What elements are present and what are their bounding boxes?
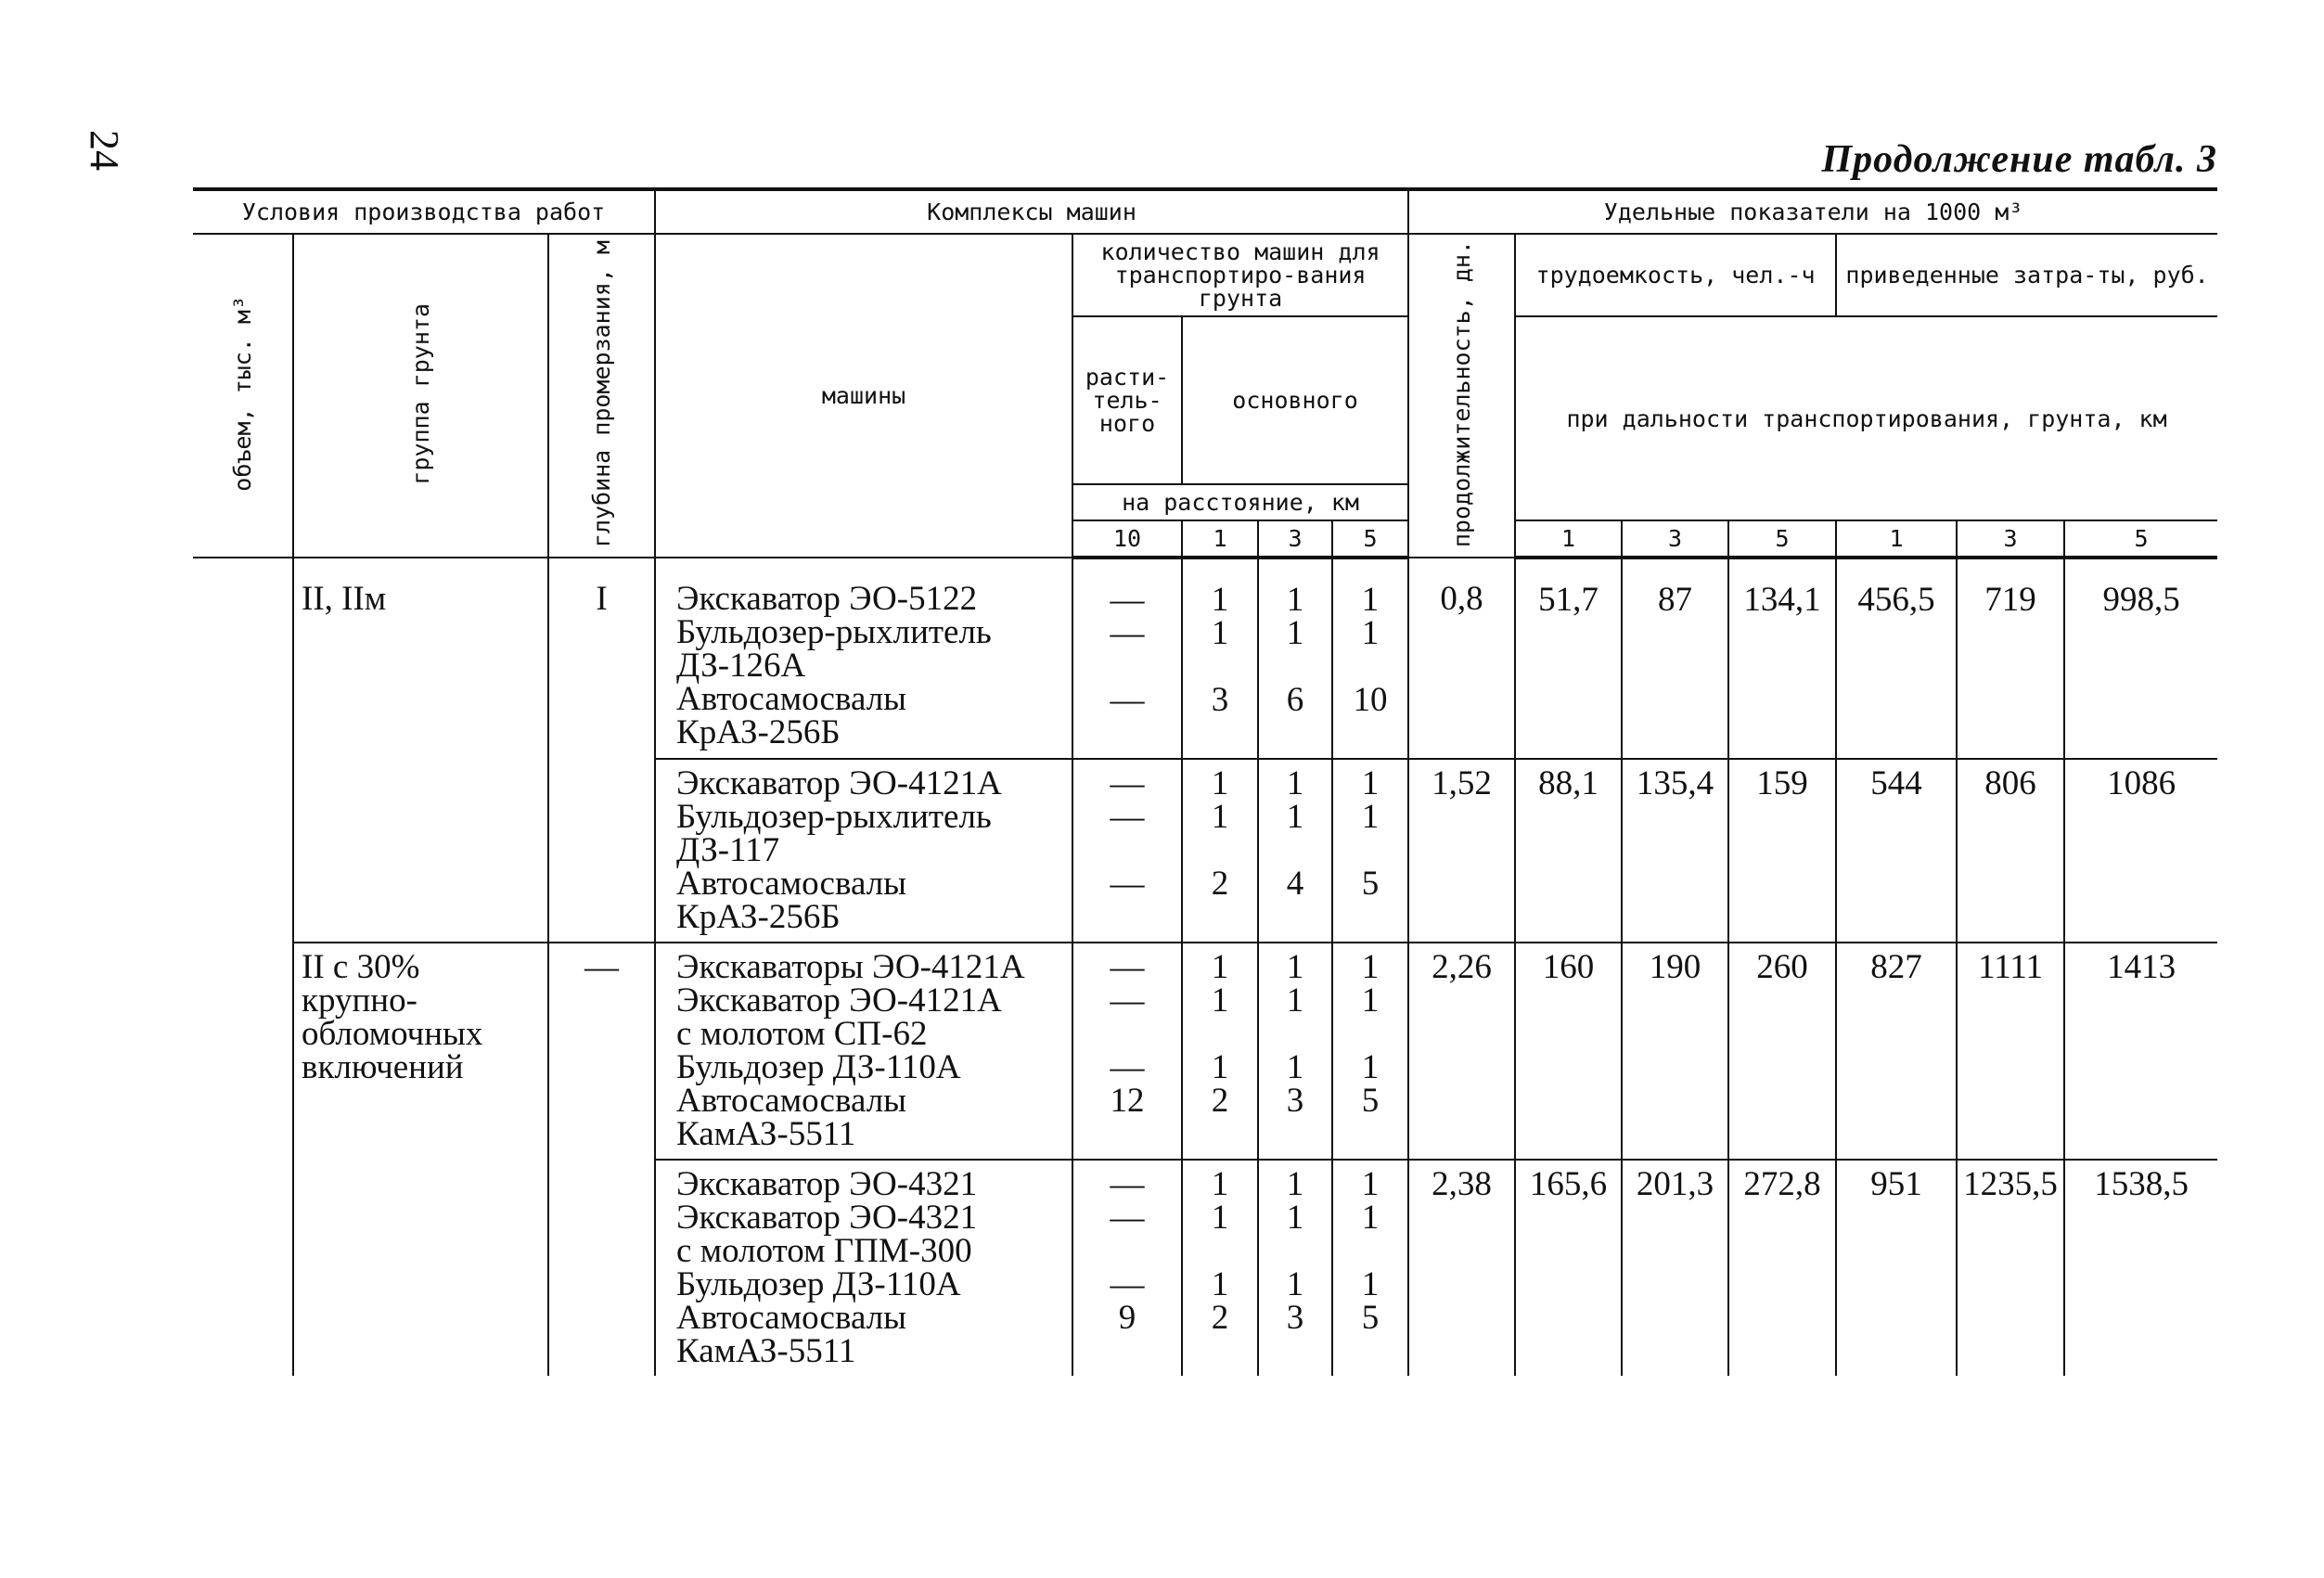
freeze-depth-cell (548, 759, 655, 943)
qty-5-cell-line: 5 (1361, 1299, 1380, 1338)
costs-cell: 544 (1836, 759, 1957, 943)
machines-cell-line: с молотом СП-62 (676, 1015, 928, 1054)
qty-10-cell-line: — (1110, 981, 1145, 1020)
qty-3-cell-line (1265, 650, 1326, 684)
qty-5-cell-line: 5 (1361, 1082, 1380, 1121)
header-machines: машины (655, 234, 1072, 558)
qty-3-cell-line: 1 (1286, 614, 1304, 653)
qty-1-cell-line: 2 (1211, 1299, 1229, 1338)
qty-5-cell-line: 5 (1361, 865, 1380, 904)
header-dist-10: 10 (1072, 520, 1182, 558)
qty-5-cell-line: 1 (1361, 614, 1380, 653)
machines-cell (655, 759, 1072, 943)
costs-cell: 998,5 (2064, 558, 2217, 759)
qty-10-cell-line (1079, 1335, 1175, 1368)
header-dist-3: 3 (1258, 520, 1332, 558)
data-table-container (193, 187, 2217, 1376)
header-duration: продолжительность, дн. (1448, 240, 1476, 548)
volume-cell (193, 943, 293, 1160)
labor-cell: 135,4 (1622, 759, 1728, 943)
qty-10-cell (1072, 1160, 1182, 1376)
machines-cell-line: КрАЗ-256Б (676, 713, 841, 752)
qty-3-cell-line: 1 (1286, 1199, 1304, 1238)
qty-1-cell-line (1188, 1335, 1252, 1368)
qty-3-cell-line (1265, 1335, 1326, 1368)
duration-cell: 1,52 (1408, 759, 1515, 943)
qty-10-cell-line: — (1110, 581, 1145, 620)
labor-cell: 134,1 (1728, 558, 1836, 759)
header-dist-1: 1 (1182, 520, 1258, 558)
qty-3-cell-line: 4 (1286, 865, 1304, 904)
qty-5-cell (1332, 1160, 1408, 1376)
qty-5-cell (1332, 943, 1408, 1160)
qty-10-cell-line (1079, 901, 1175, 934)
qty-10-cell-line: — (1110, 1265, 1145, 1304)
header-labor-dist-5: 5 (1728, 520, 1836, 558)
table-row (193, 759, 2217, 943)
labor-cell: 260 (1728, 943, 1836, 1160)
qty-1-cell-line: 1 (1211, 1265, 1229, 1304)
qty-10-cell-line (1079, 834, 1175, 867)
machines-cell-line: Автосамосвалы (676, 1299, 907, 1338)
table-row (193, 1160, 2217, 1376)
qty-10-cell-line: — (1110, 798, 1145, 837)
qty-5-cell-line: 1 (1361, 948, 1380, 987)
qty-3-cell (1258, 558, 1332, 759)
volume-cell (193, 759, 293, 943)
qty-1-cell (1182, 943, 1258, 1160)
qty-5-cell-line: 1 (1361, 1165, 1380, 1204)
machines-cell (655, 558, 1072, 759)
labor-cell: 159 (1728, 759, 1836, 943)
machines-cell-line: Бульдозер ДЗ-110А (676, 1265, 961, 1304)
header-conditions: Условия производства работ (193, 189, 655, 234)
table-row (193, 558, 2217, 759)
qty-10-cell-line: — (1110, 865, 1145, 904)
qty-5-cell (1332, 558, 1408, 759)
qty-1-cell-line (1188, 650, 1252, 684)
table-header (193, 189, 2217, 558)
qty-3-cell (1258, 759, 1332, 943)
qty-1-cell-line: 1 (1211, 764, 1229, 803)
labor-cell: 51,7 (1515, 558, 1622, 759)
labor-cell: 201,3 (1622, 1160, 1728, 1376)
qty-5-cell-line: 1 (1361, 1199, 1380, 1238)
qty-10-cell (1072, 759, 1182, 943)
qty-10-cell-line (1079, 1118, 1175, 1151)
machines-cell-line: Автосамосвалы (676, 865, 907, 904)
qty-3-cell-line (1265, 834, 1326, 867)
qty-10-cell-line (1079, 650, 1175, 684)
qty-5-cell-line: 1 (1361, 1048, 1380, 1087)
qty-3-cell-line: 1 (1286, 581, 1304, 620)
qty-5-cell-line: 1 (1361, 981, 1380, 1020)
qty-10-cell-line: — (1110, 1048, 1145, 1087)
soil-group-cell: II с 30% крупно-обломочных включений (293, 943, 548, 1160)
qty-10-cell-line: — (1110, 948, 1145, 987)
header-costs: приведенные затра-ты, руб. (1836, 234, 2217, 316)
header-labor: трудоемкость, чел.-ч (1515, 234, 1836, 316)
qty-5-cell-line (1339, 834, 1402, 867)
qty-1-cell (1182, 759, 1258, 943)
table-caption: Продолжение табл. 3 (1821, 138, 2217, 181)
qty-1-cell-line: 1 (1211, 1048, 1229, 1087)
machines-cell-line: Экскаватор ЭО-4121А (676, 764, 1002, 803)
machines-cell-line: Экскаватор ЭО-4321 (676, 1199, 978, 1238)
header-costs-dist-1: 1 (1836, 520, 1957, 558)
qty-5-cell-line (1339, 1335, 1402, 1368)
qty-3-cell-line: 1 (1286, 1165, 1304, 1204)
header-topsoil: расти-тель-ного (1072, 316, 1182, 484)
qty-10-cell-line: — (1110, 764, 1145, 803)
machines-cell-line: ДЗ-117 (676, 831, 780, 870)
labor-cell: 272,8 (1728, 1160, 1836, 1376)
qty-5-cell-line: 1 (1361, 798, 1380, 837)
header-costs-dist-3: 3 (1957, 520, 2064, 558)
qty-1-cell-line: 1 (1211, 981, 1229, 1020)
header-at-distance: на расстояние, км (1072, 484, 1408, 520)
qty-5-cell-line: 1 (1361, 1265, 1380, 1304)
costs-cell: 719 (1957, 558, 2064, 759)
costs-cell: 456,5 (1836, 558, 1957, 759)
qty-10-cell-line: — (1110, 1199, 1145, 1238)
header-volume-cell (193, 234, 293, 558)
header-soil-group-cell (293, 234, 548, 558)
qty-3-cell-line: 1 (1286, 981, 1304, 1020)
qty-5-cell-line: 1 (1361, 581, 1380, 620)
machines-cell-line: Экскаватор ЭО-5122 (676, 580, 978, 619)
qty-1-cell-line: 1 (1211, 1199, 1229, 1238)
qty-10-cell-line: 12 (1110, 1082, 1145, 1121)
labor-cell: 190 (1622, 943, 1728, 1160)
header-complexes: Комплексы машин (655, 189, 1408, 234)
qty-5-cell-line (1339, 1018, 1402, 1051)
machines-cell-line: КамАЗ-5511 (676, 1115, 856, 1154)
qty-3-cell-line (1265, 1118, 1326, 1151)
qty-10-cell-line: — (1110, 1165, 1145, 1204)
qty-1-cell-line: 1 (1211, 948, 1229, 987)
costs-cell: 1538,5 (2064, 1160, 2217, 1376)
machines-cell (655, 1160, 1072, 1376)
machines-cell-line: с молотом ГПМ-300 (676, 1232, 972, 1271)
qty-1-cell-line (1188, 834, 1252, 867)
qty-1-cell-line: 1 (1211, 581, 1229, 620)
qty-3-cell-line: 1 (1286, 1265, 1304, 1304)
header-volume: объем, тыс. м³ (229, 296, 256, 492)
machines-cell-line: ДЗ-126А (676, 647, 806, 686)
machines-cell-line: КамАЗ-5511 (676, 1332, 856, 1371)
qty-1-cell-line: 1 (1211, 1165, 1229, 1204)
qty-10-cell-line: 9 (1118, 1299, 1136, 1338)
qty-3-cell (1258, 943, 1332, 1160)
qty-1-cell-line (1188, 1018, 1252, 1051)
costs-cell: 951 (1836, 1160, 1957, 1376)
qty-3-cell-line: 3 (1286, 1299, 1304, 1338)
qty-3-cell (1258, 1160, 1332, 1376)
qty-3-cell-line (1265, 717, 1326, 751)
qty-1-cell-line: 2 (1211, 1082, 1229, 1121)
header-costs-dist-5: 5 (2064, 520, 2217, 558)
duration-cell: 2,26 (1408, 943, 1515, 1160)
header-main: основного (1182, 316, 1408, 484)
soil-group-cell (293, 1160, 548, 1376)
qty-5-cell-line (1339, 1235, 1402, 1268)
costs-cell: 806 (1957, 759, 2064, 943)
qty-3-cell-line: 1 (1286, 764, 1304, 803)
machines-cell-line: Бульдозер ДЗ-110А (676, 1048, 961, 1087)
labor-cell: 88,1 (1515, 759, 1622, 943)
qty-3-cell-line: 1 (1286, 1048, 1304, 1087)
labor-cell: 160 (1515, 943, 1622, 1160)
qty-10-cell (1072, 558, 1182, 759)
page-number: 24 (82, 130, 127, 171)
labor-cell: 165,6 (1515, 1160, 1622, 1376)
qty-1-cell-line: 1 (1211, 798, 1229, 837)
header-freeze-depth-cell (548, 234, 655, 558)
qty-1-cell-line: 3 (1211, 681, 1229, 720)
qty-10-cell-line: — (1110, 681, 1145, 720)
freeze-depth-cell: I (548, 558, 655, 759)
machines-cell-line: Бульдозер-рыхлитель (676, 798, 992, 837)
header-labor-dist-1: 1 (1515, 520, 1622, 558)
machines-cell-line: Автосамосвалы (676, 680, 907, 719)
qty-1-cell (1182, 558, 1258, 759)
duration-cell: 2,38 (1408, 1160, 1515, 1376)
table-row (193, 943, 2217, 1160)
machines-cell-line: Экскаватор ЭО-4121А (676, 981, 1002, 1020)
soil-group-cell: II, IIм (293, 558, 548, 759)
freeze-depth-cell: — (548, 943, 655, 1160)
qty-5-cell-line (1339, 650, 1402, 684)
qty-10-cell (1072, 943, 1182, 1160)
volume-cell (193, 1160, 293, 1376)
costs-cell: 1235,5 (1957, 1160, 2064, 1376)
qty-1-cell-line (1188, 901, 1252, 934)
costs-cell: 1111 (1957, 943, 2064, 1160)
qty-5-cell-line (1339, 717, 1402, 751)
machine-complex-table (193, 187, 2217, 1376)
qty-10-cell-line: — (1110, 614, 1145, 653)
header-dist-5: 5 (1332, 520, 1408, 558)
qty-1-cell (1182, 1160, 1258, 1376)
qty-3-cell-line: 1 (1286, 948, 1304, 987)
labor-cell: 87 (1622, 558, 1728, 759)
machines-cell (655, 943, 1072, 1160)
qty-10-cell-line (1079, 1018, 1175, 1051)
machines-cell-line: Бульдозер-рыхлитель (676, 613, 992, 652)
header-specific: Удельные показатели на 1000 м³ (1408, 189, 2217, 234)
table-body (193, 558, 2217, 1376)
soil-group-cell (293, 759, 548, 943)
qty-1-cell-line (1188, 1235, 1252, 1268)
header-labor-dist-3: 3 (1622, 520, 1728, 558)
machines-cell-line: Автосамосвалы (676, 1082, 907, 1121)
qty-3-cell-line (1265, 1018, 1326, 1051)
costs-cell: 827 (1836, 943, 1957, 1160)
duration-cell: 0,8 (1408, 558, 1515, 759)
machines-cell-line: Экскаваторы ЭО-4121А (676, 948, 1025, 987)
qty-5-cell-line: 1 (1361, 764, 1380, 803)
header-freeze-depth: глубина промерзания, м (588, 240, 616, 548)
costs-cell: 1086 (2064, 759, 2217, 943)
qty-1-cell-line (1188, 1118, 1252, 1151)
volume-cell (193, 558, 293, 759)
qty-1-cell-line: 2 (1211, 865, 1229, 904)
freeze-depth-cell (548, 1160, 655, 1376)
header-soil-group: группа грунта (407, 302, 434, 485)
qty-5-cell-line (1339, 901, 1402, 934)
header-qty-transport: количество машин для транспортиро-вания грунта (1072, 234, 1408, 316)
qty-1-cell-line (1188, 717, 1252, 751)
qty-5-cell-line: 10 (1353, 681, 1388, 720)
qty-3-cell-line: 3 (1286, 1082, 1304, 1121)
costs-cell: 1413 (2064, 943, 2217, 1160)
qty-10-cell-line (1079, 717, 1175, 751)
qty-5-cell-line (1339, 1118, 1402, 1151)
qty-10-cell-line (1079, 1235, 1175, 1268)
qty-3-cell-line (1265, 901, 1326, 934)
qty-5-cell (1332, 759, 1408, 943)
header-at-transport-distance: при дальности транспортирования, грунта, км (1515, 316, 2217, 520)
machines-cell-line: КрАЗ-256Б (676, 898, 841, 937)
qty-3-cell-line (1265, 1235, 1326, 1268)
qty-3-cell-line: 1 (1286, 798, 1304, 837)
header-duration-cell (1408, 234, 1515, 558)
qty-1-cell-line: 1 (1211, 614, 1229, 653)
qty-3-cell-line: 6 (1286, 681, 1304, 720)
machines-cell-line: Экскаватор ЭО-4321 (676, 1165, 978, 1204)
